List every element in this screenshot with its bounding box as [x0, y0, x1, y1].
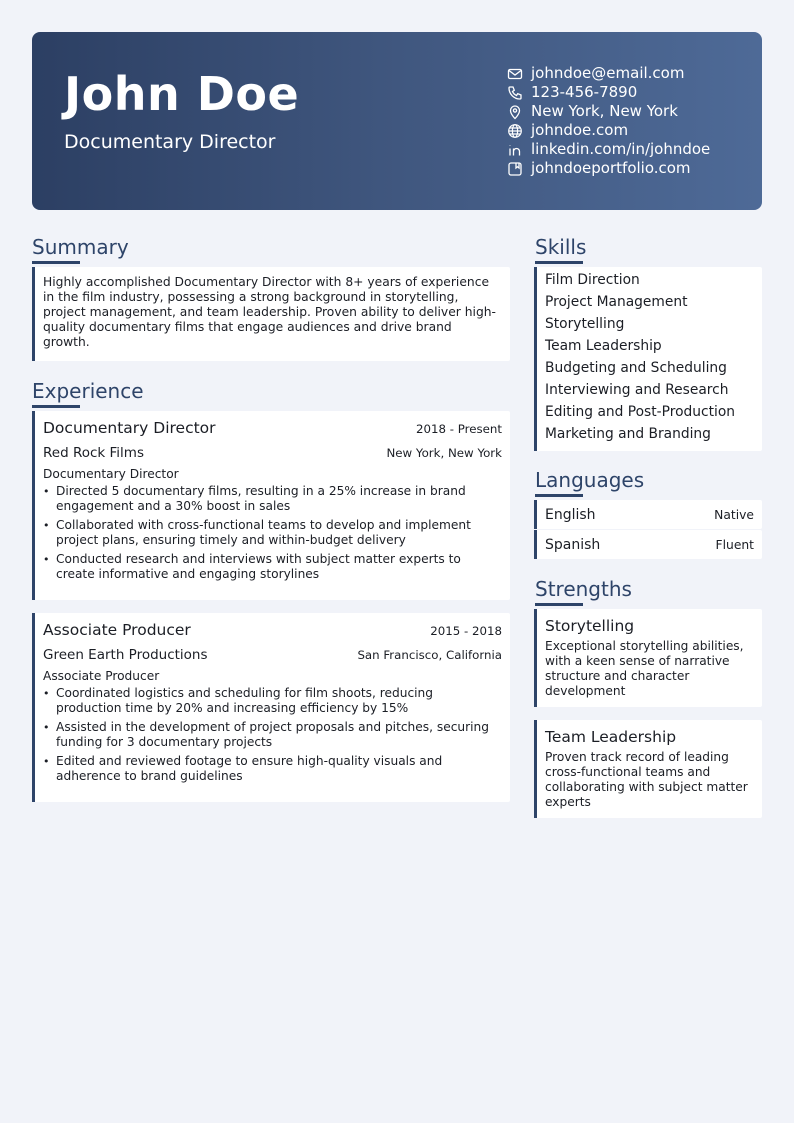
experience-entry-company-row	[43, 647, 502, 663]
skill-item: Budgeting and Scheduling	[545, 360, 727, 376]
contact-linkedin-text: linkedin.com/in/johndoe	[531, 140, 711, 158]
phone-icon	[507, 85, 523, 101]
languages-heading-underline	[535, 494, 583, 497]
globe-icon	[507, 123, 523, 139]
experience-heading-underline	[32, 405, 80, 408]
strength-description: Proven track record of leading cross-functional teams and collaborating with subject matter experts	[545, 750, 748, 809]
job-bullet: • Directed 5 documentary films, resulting in a 25% increase in brand engagement and a 30% boost in sales	[43, 484, 502, 514]
candidate-name: John Doe	[64, 67, 300, 121]
candidate-title: Documentary Director	[64, 131, 276, 153]
language-row	[537, 500, 762, 529]
language-name: English	[545, 506, 596, 523]
strengths-heading-underline	[535, 603, 583, 606]
contact-location	[507, 102, 757, 121]
experience-heading: Experience	[32, 379, 144, 403]
skill-item: Interviewing and Research	[545, 382, 729, 398]
experience-entry	[32, 613, 510, 802]
location-icon	[507, 104, 523, 120]
job-bullet: • Assisted in the development of project proposals and pitches, securing funding for 3 documentary projects	[43, 720, 502, 750]
contact-phone[interactable]	[507, 83, 757, 102]
job-bullet: • Collaborated with cross-functional teams to develop and implement project plans, ensuring timely and within-budget delivery	[43, 518, 502, 548]
job-company: Red Rock Films	[43, 445, 144, 461]
summary-heading: Summary	[32, 235, 129, 259]
contact-portfolio-text: johndoeportfolio.com	[531, 159, 691, 177]
job-dates: 2018 - Present	[415, 422, 502, 436]
contact-portfolio[interactable]	[507, 159, 757, 178]
skill-item: Storytelling	[545, 316, 625, 332]
experience-entry-header	[43, 621, 502, 639]
strength-title: Team Leadership	[545, 728, 677, 746]
experience-entry-header	[43, 419, 502, 437]
skill-item: Project Management	[545, 294, 688, 310]
skill-item: Team Leadership	[545, 338, 662, 354]
contact-phone-text: 123-456-7890	[531, 83, 638, 101]
job-subtitle: Documentary Director	[43, 467, 179, 481]
contact-email-text: johndoe@email.com	[531, 64, 685, 82]
strength-item	[534, 609, 762, 707]
job-company: Green Earth Productions	[43, 647, 208, 663]
contact-location-text: New York, New York	[531, 102, 678, 120]
job-location: San Francisco, California	[357, 648, 502, 662]
job-subtitle: Associate Producer	[43, 669, 160, 683]
contact-website-text: johndoe.com	[531, 121, 629, 139]
language-item	[534, 530, 762, 559]
experience-entry	[32, 411, 510, 600]
portfolio-icon	[507, 161, 523, 177]
language-item	[534, 500, 762, 529]
skills-card	[534, 267, 762, 451]
job-bullet: • Edited and reviewed footage to ensure high-quality visuals and adherence to brand guidelines	[43, 754, 502, 784]
skill-item: Film Direction	[545, 272, 640, 288]
job-role: Associate Producer	[43, 621, 191, 639]
language-level: Native	[714, 507, 754, 522]
summary-heading-underline	[32, 261, 80, 264]
job-location: New York, New York	[386, 446, 502, 460]
job-bullets	[43, 484, 502, 582]
job-bullet: • Conducted research and interviews with subject matter experts to create informative and engaging storylines	[43, 552, 502, 582]
job-bullet: • Coordinated logistics and scheduling for film shoots, reducing production time by 20% and increasing efficiency by 15%	[43, 686, 502, 716]
resume-header	[32, 32, 762, 210]
contact-list	[507, 64, 757, 178]
language-row	[537, 530, 762, 559]
skill-item: Editing and Post-Production	[545, 404, 736, 420]
contact-email[interactable]	[507, 64, 757, 83]
job-dates: 2015 - 2018	[430, 624, 502, 638]
summary-text: Highly accomplished Documentary Director with 8+ years of experience in the film industry, possessing a strong background in storytelling, project management, and team leadership. Proven ability to deliver high-quality documentary films that engage audiences and drive brand growth.	[43, 275, 496, 349]
skills-heading-underline	[535, 261, 583, 264]
contact-linkedin[interactable]	[507, 140, 757, 159]
strength-item	[534, 720, 762, 818]
strength-title: Storytelling	[545, 617, 635, 635]
strengths-heading: Strengths	[535, 577, 632, 601]
skills-heading: Skills	[535, 235, 587, 259]
mail-icon	[507, 66, 523, 82]
job-bullets	[43, 686, 502, 784]
job-role: Documentary Director	[43, 419, 216, 437]
linkedin-icon	[507, 142, 523, 158]
languages-heading: Languages	[535, 468, 645, 492]
skill-item: Marketing and Branding	[545, 426, 711, 442]
language-level: Fluent	[715, 537, 754, 552]
strength-description: Exceptional storytelling abilities, with a keen sense of narrative structure and character development	[545, 639, 744, 698]
summary-card	[32, 267, 510, 361]
contact-website[interactable]	[507, 121, 757, 140]
experience-entry-company-row	[43, 445, 502, 461]
language-name: Spanish	[545, 536, 601, 553]
